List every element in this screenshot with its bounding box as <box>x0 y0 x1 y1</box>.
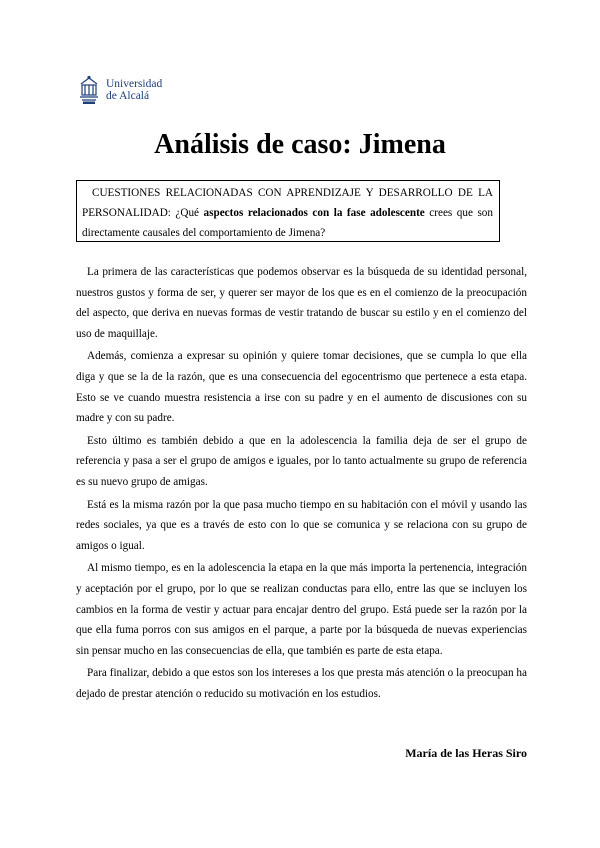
university-crest-icon <box>78 75 100 105</box>
logo-line-2: de Alcalá <box>106 90 150 102</box>
paragraph-6: Para finalizar, debido a que estos son los intereses a los que presta más atención o la preocupan ha dejado de prestar atención o reducido su motivación en los estudios. <box>76 667 527 700</box>
author-signature: María de las Heras Siro <box>405 746 527 760</box>
logo-line-1: Universidad <box>106 78 163 90</box>
body-text <box>76 262 527 706</box>
paragraph-2: Además, comienza a expresar su opinión y quiere tomar decisiones, que se cumpla lo que ella diga y que se la de la razón, que es una consecuencia del egocentrismo que pertenece a esta etapa. Esto se ve cuando muestra resistencia a irse con su padre y en el aumento de discusiones con su madre y con su padre. <box>76 350 527 425</box>
paragraph-1: La primera de las características que podemos observar es la búsqueda de su identidad personal, nuestros gustos y forma de ser, y querer ser mayor de los que es en el comienzo de la preocupación del aspecto, que deriva en nuevas formas de vestir tratando de buscar su estilo y en el comienzo del uso de maquillaje. <box>76 266 527 340</box>
question-text-before: ¿Qué <box>170 207 204 219</box>
question-box <box>76 180 500 242</box>
paragraph-3: Esto último es también debido a que en la adolescencia la familia deja de ser el grupo de referencia y pasa a ser el grupo de amigos e iguales, por lo tanto actualmente su grupo de referencia es su nuevo grupo de amigas. <box>76 434 527 488</box>
university-name <box>106 78 162 102</box>
paragraph-4: Está es la misma razón por la que pasa mucho tiempo en su habitación con el móvil y usando las redes sociales, ya que es a través de esto con lo que se comunica y se relaciona con su grupo de amigos o igual. <box>76 498 527 552</box>
question-heading: CUESTIONES RELACIONADAS CON APRENDIZAJE Y DESARROLLO DE LA PERSONALIDAD: <box>82 187 493 219</box>
paragraph-5: Al mismo tiempo, es en la adolescencia la etapa en la que más importa la pertenencia, integración y aceptación por el grupo, por lo que se realizan conductas para ello, entre las que se incluyen los cambios en la forma de vestir y actuar para encajar dentro del grupo. Está puede ser la razón por la que ella fuma porros con sus amigos en el parque, a parte por la búsqueda de nuevas experiencias sin pensar mucho en las consecuencias de ella, que también es parte de esta etapa. <box>76 562 527 657</box>
page-title: Análisis de caso: Jimena <box>154 129 446 160</box>
university-logo <box>78 74 162 106</box>
question-bold: aspectos relacionados con la fase adolescente <box>203 207 425 219</box>
question-text-after: crees que son directamente causales del comportamiento de Jimena? <box>82 207 493 239</box>
question-text <box>82 183 493 243</box>
